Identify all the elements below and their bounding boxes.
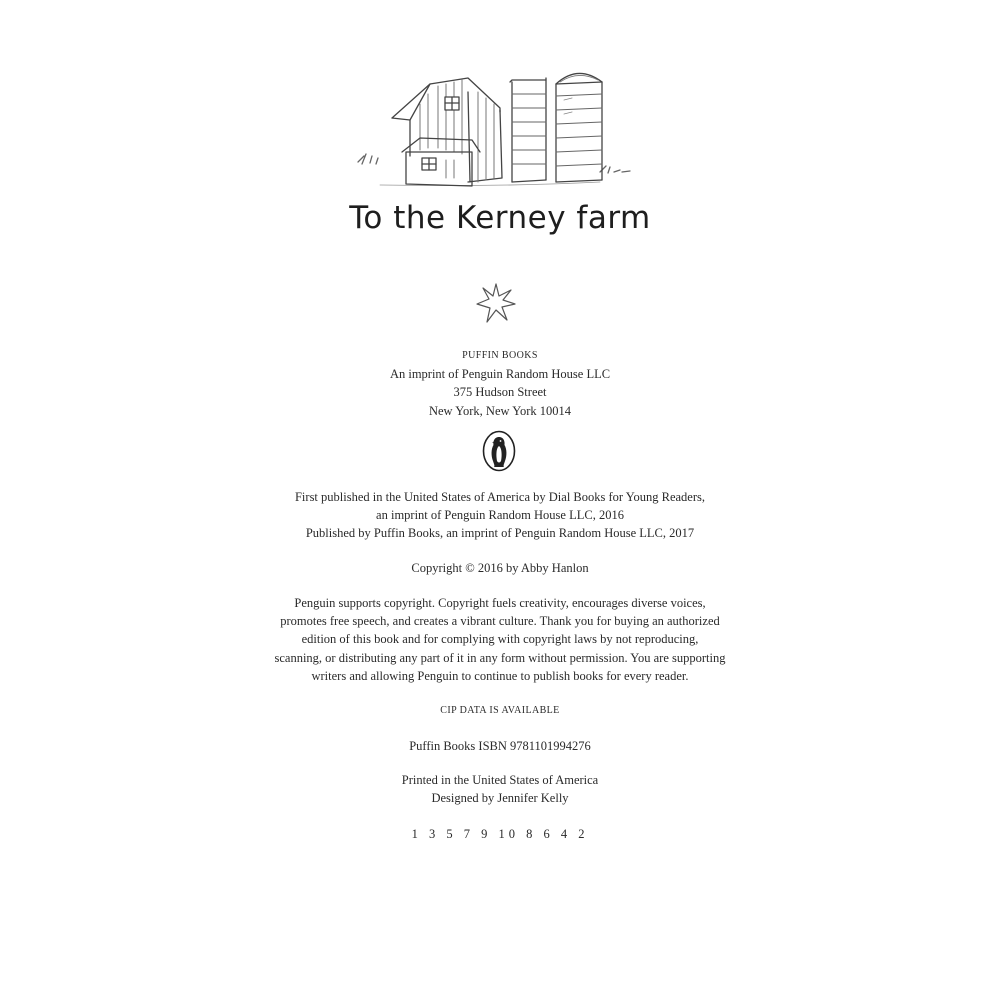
- rights-line: writers and allowing Penguin to continue to publish books for every reader.: [311, 668, 689, 683]
- printer-number-line: 1 3 5 7 9 10 8 6 4 2: [411, 827, 589, 841]
- rights-statement: [0, 594, 1000, 685]
- dedication: To the Kerney farm: [349, 200, 651, 236]
- publisher-city: New York, New York 10014: [428, 403, 572, 418]
- publisher-name: PUFFIN BOOKS: [462, 350, 538, 361]
- publication-history: [0, 488, 1000, 543]
- barn-silo-illustration: [350, 60, 650, 195]
- copyright-notice: Copyright © 2016 by Abby Hanlon: [411, 561, 589, 575]
- rights-line: edition of this book and for complying with copyright laws by not reproducing,: [301, 632, 699, 647]
- printing-info: [0, 771, 1000, 807]
- cip-notice: CIP DATA IS AVAILABLE: [440, 705, 560, 716]
- rights-line: Penguin supports copyright. Copyright fuels creativity, encourages diverse voices,: [294, 596, 706, 610]
- star-icon: [475, 282, 517, 324]
- publisher-street: 375 Hudson Street: [453, 385, 547, 400]
- rights-line: promotes free speech, and creates a vibrant culture. Thank you for buying an authorized: [280, 614, 720, 629]
- publication-line: an imprint of Penguin Random House LLC, 2016: [376, 508, 624, 523]
- isbn: Puffin Books ISBN 9781101994276: [409, 739, 591, 753]
- printed-location: Printed in the United States of America: [401, 773, 599, 787]
- penguin-logo-icon: [482, 430, 516, 472]
- rights-line: scanning, or distributing any part of it in any form without permission. You are supporting: [274, 650, 726, 665]
- publication-line: First published in the United States of America by Dial Books for Young Readers,: [294, 490, 706, 504]
- designer-credit: Designed by Jennifer Kelly: [431, 791, 569, 806]
- publication-line: Published by Puffin Books, an imprint of Penguin Random House LLC, 2017: [305, 526, 695, 541]
- publisher-block: [0, 347, 1000, 420]
- publisher-imprint: An imprint of Penguin Random House LLC: [389, 367, 611, 382]
